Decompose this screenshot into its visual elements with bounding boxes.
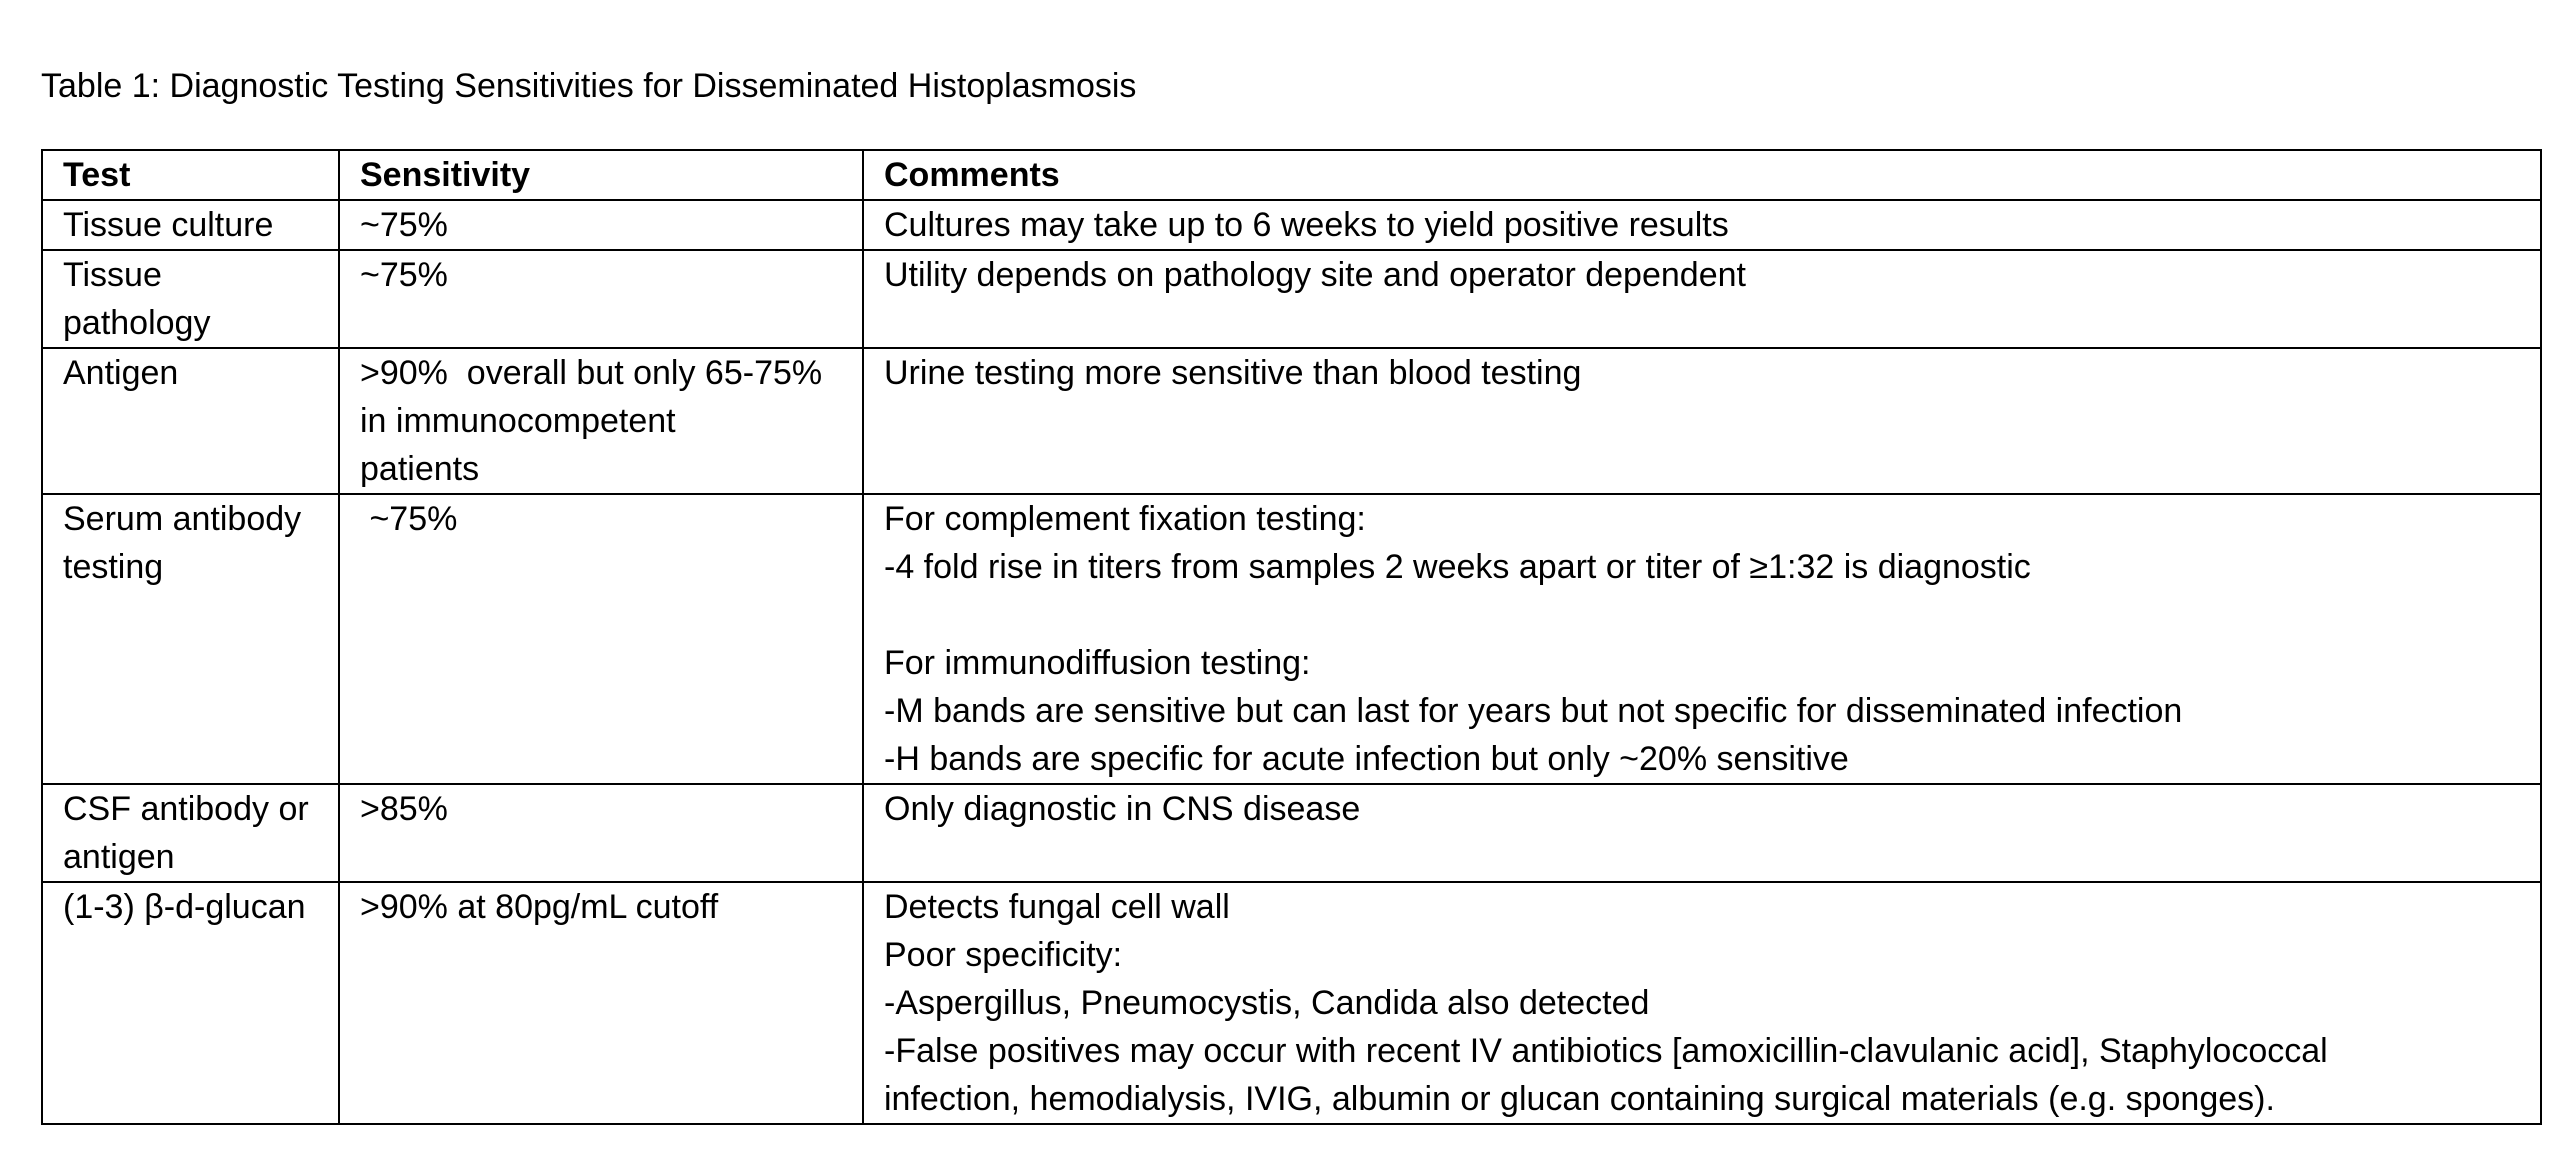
sensitivity-cell [339, 784, 863, 882]
cell-line: -H bands are specific for acute infection but only ~20% sensitive [884, 740, 1849, 778]
cell-line: Tissue culture [63, 206, 274, 244]
cell-line: -M bands are sensitive but can last for years but not specific for disseminated infection [884, 692, 2183, 730]
cell-line: -False positives may occur with recent IV antibiotics [amoxicillin-clavulanic acid], Staphylococcal [884, 1032, 2328, 1070]
cell-line: ~75% [360, 256, 448, 294]
cell-line: Cultures may take up to 6 weeks to yield positive results [884, 206, 1729, 244]
column-header-comments: Comments [863, 150, 2541, 200]
comments-cell [863, 250, 2541, 348]
cell-line: infection, hemodialysis, IVIG, albumin or glucan containing surgical materials (e.g. sponges). [884, 1080, 2275, 1118]
cell-line: -Aspergillus, Pneumocystis, Candida also detected [884, 984, 1650, 1022]
table-row [42, 200, 2541, 250]
test-cell [42, 882, 339, 1124]
comments-cell [863, 200, 2541, 250]
table-header-row [42, 150, 2541, 200]
cell-line: -4 fold rise in titers from samples 2 weeks apart or titer of ≥1:32 is diagnostic [884, 548, 2031, 586]
cell-line: For complement fixation testing: [884, 500, 1366, 538]
table-row [42, 784, 2541, 882]
cell-line: Urine testing more sensitive than blood testing [884, 354, 1582, 392]
table-row [42, 494, 2541, 784]
table-row [42, 250, 2541, 348]
cell-line: Only diagnostic in CNS disease [884, 790, 1361, 828]
comments-cell [863, 494, 2541, 784]
cell-line: testing [63, 548, 164, 586]
sensitivity-cell [339, 200, 863, 250]
cell-line: patients [360, 450, 480, 488]
comments-cell [863, 784, 2541, 882]
comments-cell [863, 882, 2541, 1124]
cell-line: antigen [63, 838, 175, 876]
cell-line: ~75% [360, 206, 448, 244]
cell-line: ~75% [360, 500, 458, 538]
cell-line: >90% at 80pg/mL cutoff [360, 888, 719, 926]
cell-line: >85% [360, 790, 448, 828]
cell-line: (1-3) β-d-glucan [63, 888, 306, 926]
cell-line: Utility depends on pathology site and operator dependent [884, 256, 1746, 294]
test-cell [42, 494, 339, 784]
table-row [42, 348, 2541, 494]
cell-line: Tissue [63, 256, 162, 294]
cell-line: For immunodiffusion testing: [884, 644, 1311, 682]
cell-line: >90% overall but only 65-75% [360, 354, 823, 392]
sensitivity-cell [339, 250, 863, 348]
cell-line: pathology [63, 304, 211, 342]
column-header-sensitivity: Sensitivity [339, 150, 863, 200]
sensitivity-cell [339, 494, 863, 784]
test-cell [42, 348, 339, 494]
cell-line: CSF antibody or [63, 790, 309, 828]
cell-line: in immunocompetent [360, 402, 676, 440]
comments-cell [863, 348, 2541, 494]
cell-line: Serum antibody [63, 500, 302, 538]
test-cell [42, 784, 339, 882]
table-row [42, 882, 2541, 1124]
cell-line: Antigen [63, 354, 179, 392]
test-cell [42, 250, 339, 348]
column-header-test: Test [42, 150, 339, 200]
cell-line: Detects fungal cell wall [884, 888, 1230, 926]
sensitivity-cell [339, 348, 863, 494]
cell-line [884, 591, 2540, 639]
diagnostic-testing-table [41, 149, 2542, 1125]
test-cell [42, 200, 339, 250]
cell-line: Poor specificity: [884, 936, 1123, 974]
table-caption: Table 1: Diagnostic Testing Sensitivities for Disseminated Histoplasmosis [41, 67, 1137, 105]
sensitivity-cell [339, 882, 863, 1124]
